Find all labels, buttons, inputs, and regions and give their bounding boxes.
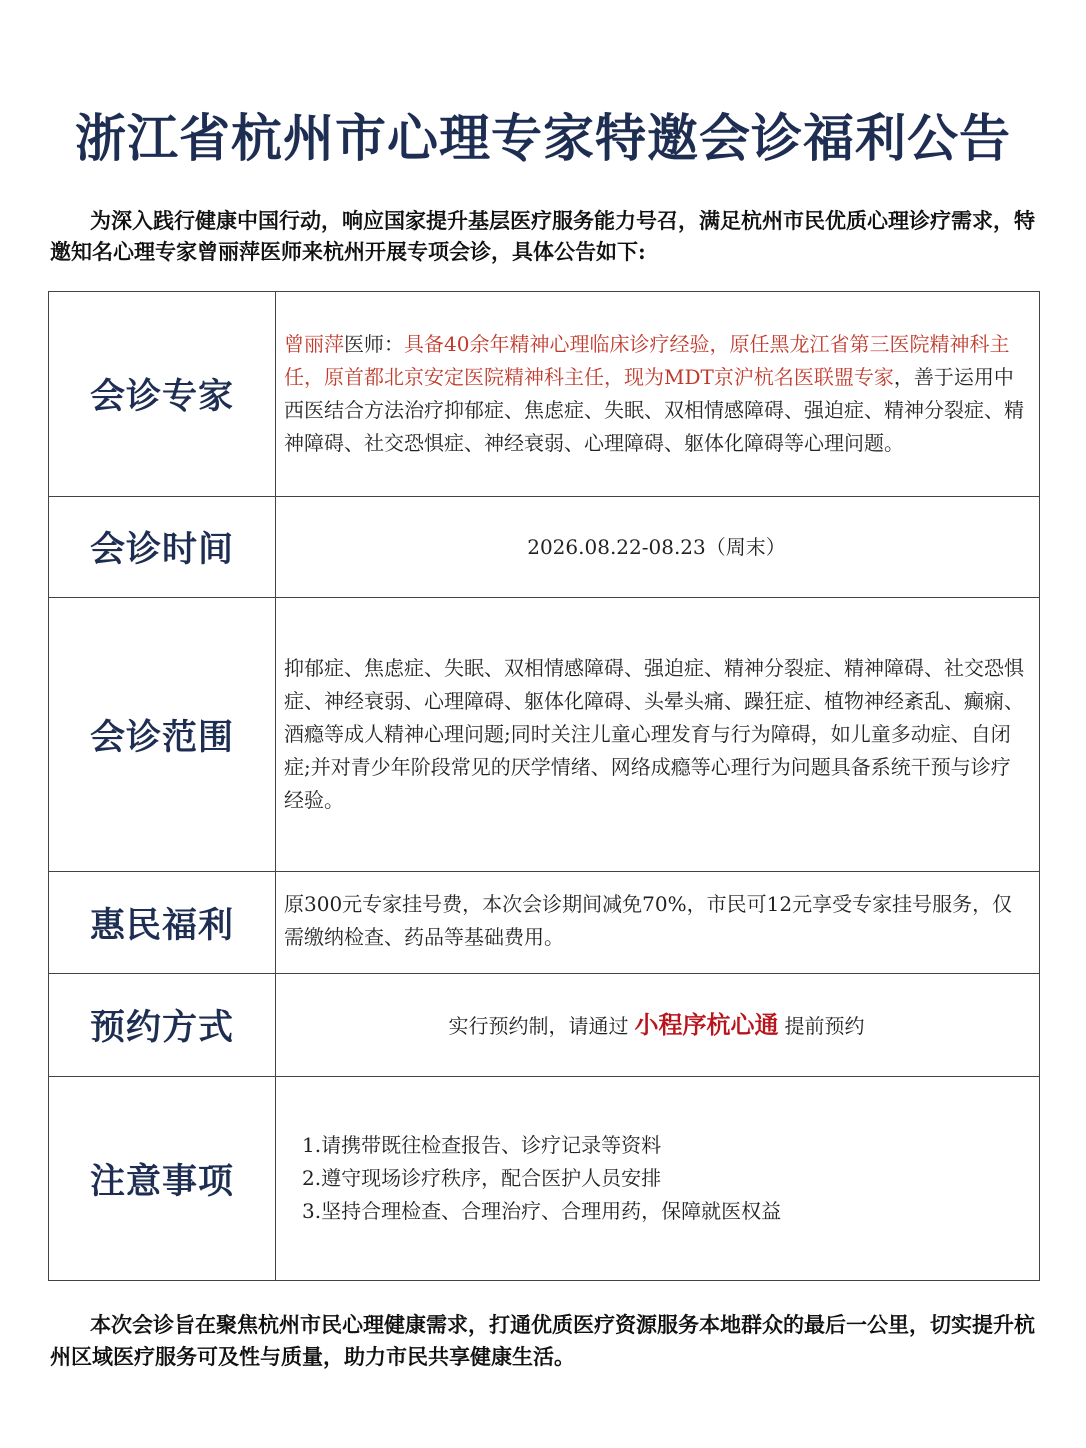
notice-table xyxy=(48,291,1040,1281)
closing-paragraph: 本次会诊旨在聚焦杭州市民心理健康需求，打通优质医疗资源服务本地群众的最后一公里，切实提升杭州区域医疗服务可及性与质量，助力市民共享健康生活。 xyxy=(50,1312,1035,1369)
row-time xyxy=(49,497,1040,598)
expert-description: ，善于运用中西医结合方法治疗抑郁症、焦虑症、失眠、双相情感障碍、强迫症、精神分裂症、精神障碍、社交恐惧症、神经衰弱、心理障碍、躯体化障碍等心理问题。 xyxy=(284,365,1024,455)
content-expert xyxy=(276,292,1040,497)
content-benefit: 原300元专家挂号费，本次会诊期间减免70%，市民可12元享受专家挂号服务，仅需缴纳检查、药品等基础费用。 xyxy=(276,872,1040,974)
content-booking xyxy=(276,974,1040,1077)
row-booking xyxy=(49,974,1040,1077)
row-notes xyxy=(49,1077,1040,1281)
row-benefit xyxy=(49,872,1040,974)
note-item-1: 1.请携带既往检查报告、诊疗记录等资料 xyxy=(302,1133,662,1157)
label-benefit: 惠民福利 xyxy=(49,872,276,974)
label-time: 会诊时间 xyxy=(49,497,276,598)
label-scope: 会诊范围 xyxy=(49,598,276,872)
expert-credentials: 具备40余年精神心理临床诊疗经验，原任黑龙江省第三医院精神科主任，原首都北京安定医院精神科主任，现为MDT京沪杭名医联盟专家 xyxy=(284,332,1010,389)
page-title: 浙江省杭州市心理专家特邀会诊福利公告 xyxy=(74,110,1011,169)
content-scope: 抑郁症、焦虑症、失眠、双相情感障碍、强迫症、精神分裂症、精神障碍、社交恐惧症、神经衰弱、心理障碍、躯体化障碍、头晕头痛、躁狂症、植物神经紊乱、癫痫、酒瘾等成人精神心理问题;同时关注儿童心理发育与行为障碍，如儿童多动症、自闭症;并对青少年阶段常见的厌学情绪、网络成瘾等心理行为问题具备系统干预与诊疗经验。 xyxy=(276,598,1040,872)
booking-suffix: 提前预约 xyxy=(784,1013,865,1038)
expert-name: 曾丽萍 xyxy=(284,332,344,356)
notes-list xyxy=(284,1129,1029,1228)
label-booking: 预约方式 xyxy=(49,974,276,1077)
content-notes xyxy=(276,1077,1040,1281)
label-notes: 注意事项 xyxy=(49,1077,276,1281)
intro-paragraph: 为深入践行健康中国行动，响应国家提升基层医疗服务能力号召，满足杭州市民优质心理诊疗需求，特邀知名心理专家曾丽萍医师来杭州开展专项会诊，具体公告如下: xyxy=(50,208,1035,264)
label-expert: 会诊专家 xyxy=(49,292,276,497)
row-expert xyxy=(49,292,1040,497)
note-item-2: 2.遵守现场诊疗秩序，配合医护人员安排 xyxy=(302,1166,662,1190)
note-item-3: 3.坚持合理检查、合理治疗、合理用药，保障就医权益 xyxy=(302,1199,782,1223)
expert-title: 医师： xyxy=(344,332,404,356)
row-scope xyxy=(49,598,1040,872)
booking-channel: 小程序杭心通 xyxy=(634,1009,779,1039)
booking-prefix: 实行预约制，请通过 xyxy=(448,1013,629,1038)
content-time: 2026.08.22-08.23（周末） xyxy=(276,497,1040,598)
